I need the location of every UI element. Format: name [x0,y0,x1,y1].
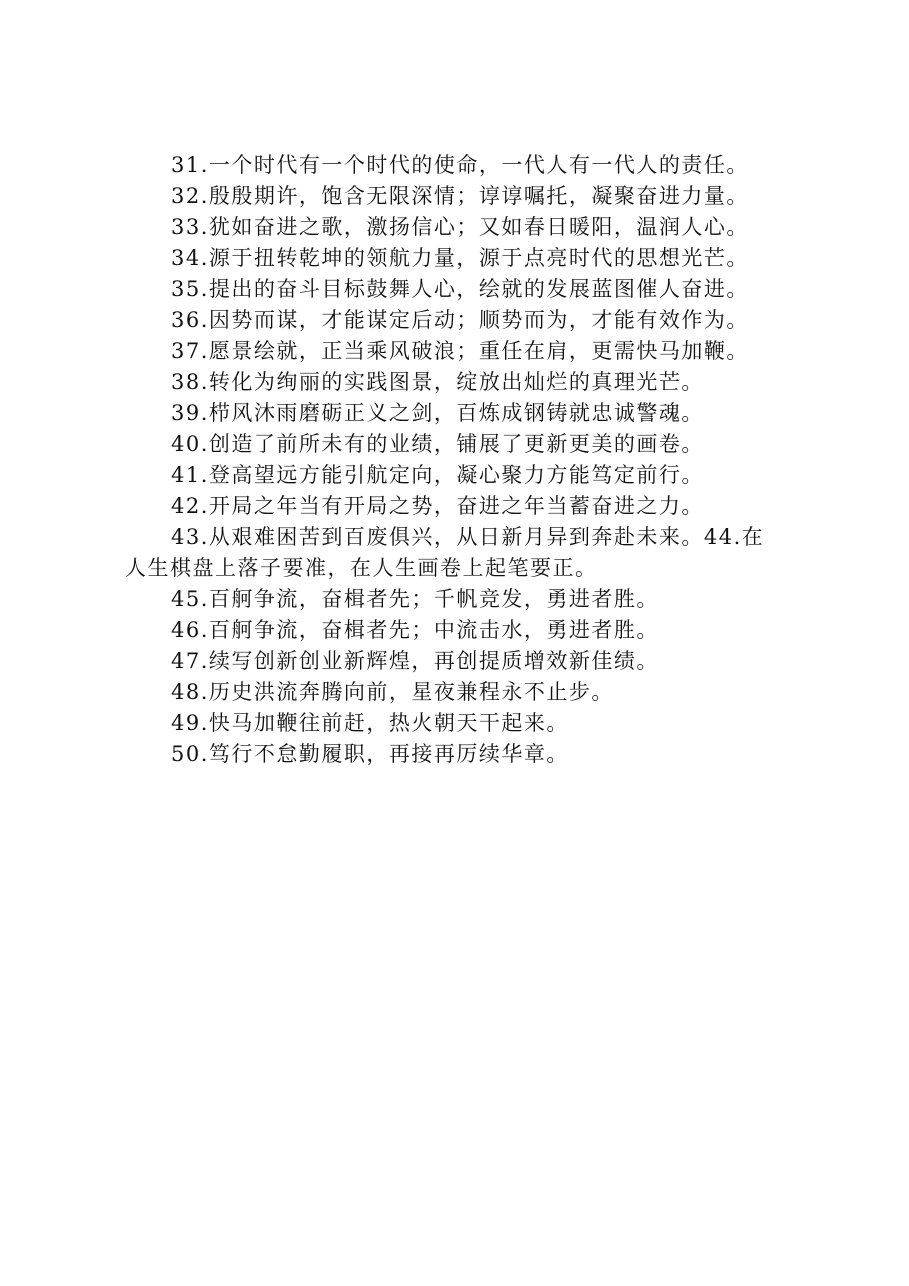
list-item: 33.犹如奋进之歌，激扬信心；又如春日暖阳，温润人心。 [171,215,749,239]
list-item: 31.一个时代有一个时代的使命，一代人有一代人的责任。 [171,153,749,177]
list-item: 43.从艰难困苦到百废俱兴，从日新月异到奔赴未来。44.在 [171,525,765,549]
list-item: 35.提出的奋斗目标鼓舞人心，绘就的发展蓝图催人奋进。 [171,277,749,301]
list-item: 40.创造了前所未有的业绩，铺展了更新更美的画卷。 [171,432,704,456]
list-item: 32.殷殷期许，饱含无限深情；谆谆嘱托，凝聚奋进力量。 [171,184,749,208]
list-item: 36.因势而谋，才能谋定后动；顺势而为，才能有效作为。 [171,308,749,332]
list-item: 34.源于扭转乾坤的领航力量，源于点亮时代的思想光芒。 [171,246,749,270]
list-item: 48.历史洪流奔腾向前，星夜兼程永不止步。 [171,680,614,704]
list-item: 47.续写创新创业新辉煌，再创提质增效新佳绩。 [171,649,659,673]
list-item: 42.开局之年当有开局之势，奋进之年当蓄奋进之力。 [171,494,704,518]
list-item: 45.百舸争流，奋楫者先；千帆竞发，勇进者胜。 [171,587,659,611]
document-body [125,150,805,770]
list-item: 41.登高望远方能引航定向，凝心聚力方能笃定前行。 [171,463,704,487]
list-item: 37.愿景绘就，正当乘风破浪；重任在肩，更需快马加鞭。 [171,339,749,363]
list-item: 46.百舸争流，奋楫者先；中流击水，勇进者胜。 [171,618,659,642]
list-item: 49.快马加鞭往前赶，热火朝天干起来。 [171,711,569,735]
list-item: 39.栉风沐雨磨砺正义之剑，百炼成钢铸就忠诚警魂。 [171,401,704,425]
list-item-continuation: 人生棋盘上落子要准，在人生画卷上起笔要正。 [125,556,598,580]
list-item: 38.转化为绚丽的实践图景，绽放出灿烂的真理光芒。 [171,370,704,394]
list-item: 50.笃行不怠勤履职，再接再厉续华章。 [171,742,569,766]
